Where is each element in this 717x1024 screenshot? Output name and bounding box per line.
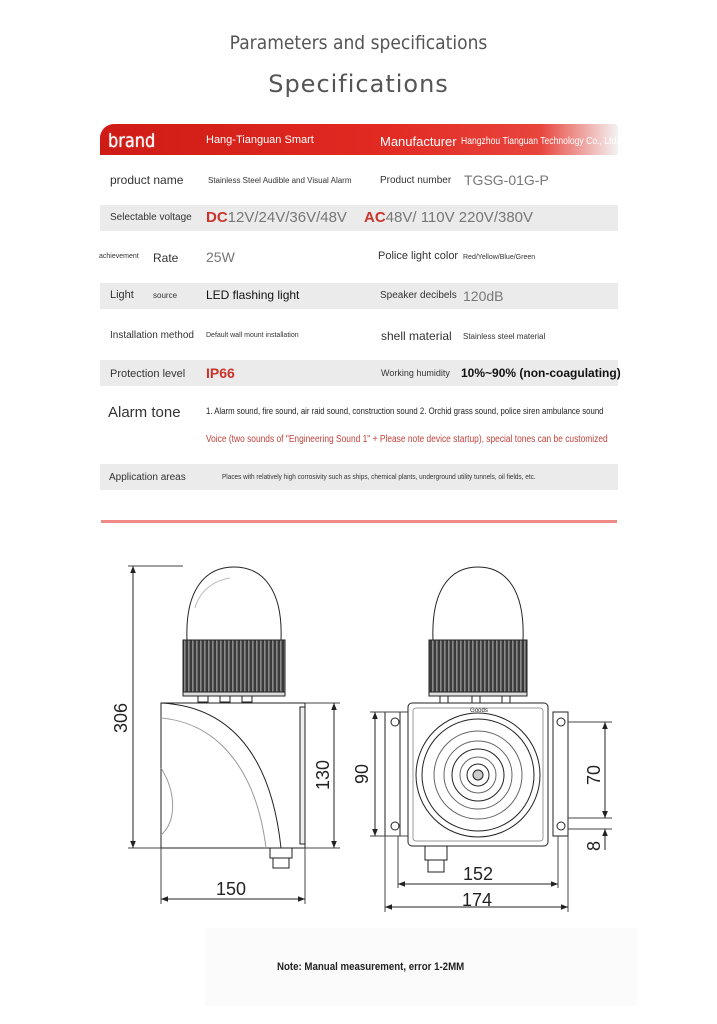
product-number-label: Product number xyxy=(380,175,452,186)
dim-306: 306 xyxy=(111,702,131,734)
spec-row-light xyxy=(100,283,618,309)
spec-row-rate xyxy=(100,244,618,274)
shell-value: Stainless steel material xyxy=(463,332,546,341)
dim-70: 70 xyxy=(584,764,604,786)
police-light-label: Police light color xyxy=(378,250,459,262)
dimension-drawing xyxy=(100,548,620,918)
decibel-value: 120dB xyxy=(463,288,504,304)
humidity-label: Working humidity xyxy=(381,368,450,378)
voltage-label: Selectable voltage xyxy=(110,212,192,223)
dim-8: 8 xyxy=(584,840,604,852)
alarm-tone-line1: 1. Alarm sound, fire sound, air raid sound, construction sound 2. Orchid grass sound, police siren ambulance sound xyxy=(206,406,604,417)
page-subtitle: Specifications xyxy=(268,70,449,98)
voltage-ac-prefix: AC xyxy=(364,209,386,226)
rate-label: Rate xyxy=(153,251,179,265)
product-name-value: Stainless Steel Audible and Visual Alarm xyxy=(208,176,352,185)
brand-value: Hang-Tianguan Smart xyxy=(206,134,314,146)
install-value: Default wall mount installation xyxy=(206,332,299,339)
voltage-ac-values: 48V/ 110V 220V/380V xyxy=(385,209,534,226)
spec-row-application xyxy=(100,464,618,490)
light-label: Light xyxy=(110,289,134,301)
rate-value: 25W xyxy=(206,249,235,265)
application-value: Places with relatively high corrosivity such as ships, chemical plants, underground utility tunnels, oil fields, etc. xyxy=(222,472,536,481)
spec-row-brand xyxy=(100,124,618,155)
protection-label: Protection level xyxy=(110,368,186,380)
alarm-tone-line2: Voice (two sounds of "Engineering Sound 1" + Please note device startup), special tones can be customized xyxy=(206,434,608,445)
protection-value: IP66 xyxy=(206,365,235,381)
voltage-ac xyxy=(364,209,533,226)
light-label-small: source xyxy=(153,291,178,300)
brand-label: brand xyxy=(108,130,156,152)
police-light-value: Red/Yellow/Blue/Green xyxy=(463,254,536,261)
dim-174: 174 xyxy=(461,890,493,910)
side-view xyxy=(161,567,305,868)
manufacturer-label: Manufacturer xyxy=(380,134,457,149)
product-name-label: product name xyxy=(110,173,184,187)
dim-90: 90 xyxy=(352,763,372,785)
install-label: Installation method xyxy=(110,330,194,341)
shell-label: shell material xyxy=(381,329,452,343)
voltage-dc xyxy=(206,209,347,226)
product-number-value: TGSG-01G-P xyxy=(464,172,549,188)
dim-152: 152 xyxy=(462,864,494,884)
humidity-value: 10%~90% (non-coagulating) xyxy=(461,366,621,380)
spec-row-alarm-tone xyxy=(100,395,630,455)
alarm-tone-label: Alarm tone xyxy=(108,404,181,421)
page-title: Parameters and specifications xyxy=(229,32,488,54)
front-view xyxy=(385,567,568,872)
decibel-label: Speaker decibels xyxy=(380,290,457,301)
light-value: LED flashing light xyxy=(206,288,300,302)
dim-150: 150 xyxy=(215,879,247,899)
goods-label: Goods xyxy=(470,708,488,714)
rate-label-small: achievement xyxy=(99,253,139,260)
manufacturer-value: Hangzhou Tianguan Technology Co., Ltd. xyxy=(461,136,619,147)
spec-row-protection xyxy=(100,360,621,386)
voltage-dc-prefix: DC xyxy=(206,209,228,226)
application-label: Application areas xyxy=(109,472,186,483)
spec-row-install xyxy=(100,322,618,352)
spec-row-voltage xyxy=(100,205,618,231)
spec-row-product xyxy=(100,166,618,196)
divider xyxy=(101,520,617,523)
dim-130: 130 xyxy=(313,759,333,791)
voltage-dc-values: 12V/24V/36V/48V xyxy=(227,209,347,226)
measurement-note: Note: Manual measurement, error 1-2MM xyxy=(277,961,465,973)
